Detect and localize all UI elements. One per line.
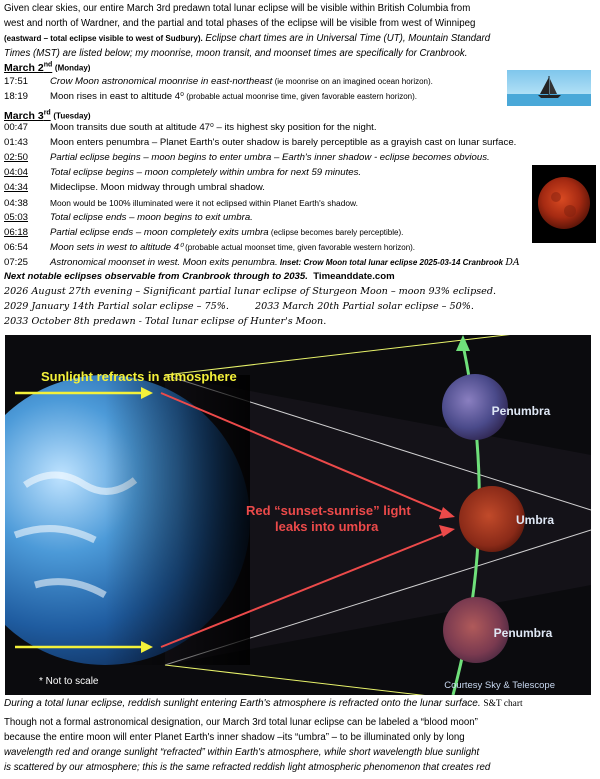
event-text: Moon rises in east to altitude 4⁰ bbox=[50, 91, 184, 102]
march3-label-sup: rd bbox=[43, 109, 51, 116]
eclipse-2033-solar: 2033 March 20th Partial solar eclipse – 50%. bbox=[255, 301, 474, 312]
diagram-caption bbox=[4, 697, 596, 711]
time: 17:51 bbox=[4, 76, 29, 87]
event-text: Moon would be 100% illuminated were it not eclipsed within Planet Earth's shadow. bbox=[50, 198, 358, 208]
para-line-1: Though not a formal astronomical designation, our March 3rd total lunar eclipse can be labeled a “blood moon” bbox=[4, 717, 478, 728]
next-eclipse-item: 2026 August 27th evening – Significant partial lunar eclipse of Sturgeon Moon – moon 93% eclipsed. bbox=[4, 286, 497, 297]
event-note: (ie moonrise on an imagined ocean horizon). bbox=[272, 77, 433, 86]
time: 01:43 bbox=[4, 137, 29, 148]
label-penumbra-top: Penumbra bbox=[491, 404, 551, 418]
march3-row bbox=[4, 166, 361, 180]
event-text: Total eclipse begins – moon completely within umbra for next 59 minutes. bbox=[50, 167, 362, 178]
next-eclipse-item bbox=[4, 300, 474, 314]
time: 18:19 bbox=[4, 91, 29, 102]
event-text: Moon enters penumbra – Planet Earth's outer shadow is barely perceptible as a grayish cast on lunar surface. bbox=[50, 137, 517, 148]
time: 04:04 bbox=[4, 167, 29, 178]
march3-row bbox=[4, 196, 358, 211]
event-note: (probable actual moonset time, given favorable western horizon). bbox=[182, 243, 416, 252]
label-penumbra-bottom: Penumbra bbox=[493, 626, 553, 640]
march3-label-text: March 3 bbox=[4, 109, 44, 122]
next-source: Timeanddate.com bbox=[313, 271, 395, 282]
event-note: Inset: Crow Moon total lunar eclipse 2025-03-14 Cranbrook bbox=[277, 258, 506, 267]
event-note: (eclipse becomes barely perceptible). bbox=[268, 228, 404, 237]
intro-line-2: west and north of Wardner, and the partial and total phases of the eclipse will be visible from west of Winnipeg bbox=[4, 18, 476, 29]
march2-header bbox=[4, 58, 90, 76]
march3-row bbox=[4, 241, 415, 255]
march3-day: (Tuesday) bbox=[53, 111, 91, 121]
time: 04:34 bbox=[4, 182, 29, 193]
march2-day: (Monday) bbox=[54, 63, 91, 73]
time: 05:03 bbox=[4, 212, 29, 223]
next-eclipse-item: 2033 October 8th predawn - Total lunar eclipse of Hunter's Moon. bbox=[4, 316, 327, 327]
event-text: Partial eclipse ends – moon completely exits umbra bbox=[50, 227, 269, 238]
intro-line-3-text: Eclipse chart times are in Universal Time (UT), Mountain Standard bbox=[202, 33, 491, 44]
label-credit: Courtesy Sky & Telescope bbox=[444, 680, 555, 691]
eclipse-2029: 2029 January 14th Partial solar eclipse – 75%. bbox=[4, 301, 229, 312]
event-text: Total eclipse ends – moon begins to exit umbra. bbox=[50, 212, 253, 223]
march3-row bbox=[4, 181, 265, 195]
march3-row bbox=[4, 211, 253, 225]
march2-row bbox=[4, 75, 433, 89]
blood-moon-paragraph bbox=[4, 715, 596, 775]
earth-night-side bbox=[105, 375, 250, 665]
event-text: Moon sets in west to altitude 4⁰ bbox=[50, 242, 183, 253]
intro-line-4: Times (MST) are listed below; my moonrise, moon transit, and moonset times are specifically for Cranbrook. bbox=[4, 48, 468, 59]
eclipse-diagram bbox=[5, 335, 591, 695]
next-heading-text: Next notable eclipses observable from Cranbrook through to 2035. bbox=[4, 271, 308, 282]
march3-row bbox=[4, 256, 520, 270]
time: 07:25 bbox=[4, 257, 29, 268]
intro-paragraph bbox=[4, 1, 596, 61]
time: 04:38 bbox=[4, 198, 29, 209]
label-red-line2: leaks into umbra bbox=[275, 519, 379, 534]
caption-credit: S&T chart bbox=[483, 699, 523, 709]
para-line-3: wavelength red and orange sunlight “refracted” within Earth's atmosphere, while short wavelength blue sunlight bbox=[4, 747, 480, 758]
label-umbra: Umbra bbox=[515, 513, 555, 527]
march3-row bbox=[4, 136, 516, 150]
march2-label-text: March 2 bbox=[4, 61, 44, 74]
time: 00:47 bbox=[4, 122, 29, 133]
intro-line-3 bbox=[4, 31, 596, 46]
event-text: Moon transits due south at altitude 47⁰ – its highest sky position for the night. bbox=[50, 122, 377, 133]
event-text: Partial eclipse begins – moon begins to enter umbra – Earth's inner shadow - eclipse becomes obvious. bbox=[50, 152, 490, 163]
next-eclipses-heading bbox=[4, 270, 395, 284]
march3-row bbox=[4, 151, 490, 165]
para-line-2: because the entire moon will enter Planet Earth's inner shadow –its “umbra” – to be illuminated only by long bbox=[4, 732, 465, 743]
march2-label-sup: nd bbox=[43, 61, 53, 68]
event-text: Crow Moon astronomical moonrise in east-northeast bbox=[50, 76, 273, 87]
march3-row bbox=[4, 121, 377, 135]
intro-line-1: Given clear skies, our entire March 3rd predawn total lunar eclipse will be visible within British Columbia from bbox=[4, 3, 471, 14]
event-text: Astronomical moonset in west. Moon exits penumbra. bbox=[50, 257, 278, 268]
march3-row bbox=[4, 226, 403, 240]
time: 06:18 bbox=[4, 227, 29, 238]
para-line-4: is scattered by our atmosphere; this is the same refracted reddish light atmospheric phenomenon that creates red bbox=[4, 762, 491, 773]
label-sunlight: Sunlight refracts in atmosphere bbox=[41, 369, 237, 384]
sailboat-inset-image bbox=[507, 70, 591, 106]
event-note: (probable actual moonrise time, given favorable eastern horizon). bbox=[183, 92, 417, 101]
time: 02:50 bbox=[4, 152, 29, 163]
event-text: Mideclipse. Moon midway through umbral shadow. bbox=[50, 182, 265, 193]
march2-label bbox=[4, 62, 52, 74]
intro-line-3-note: (eastward – total eclipse visible to west of Sudbury). bbox=[4, 34, 203, 43]
march3-label bbox=[4, 110, 51, 122]
march2-row bbox=[4, 90, 417, 104]
author-signature: DA bbox=[505, 257, 520, 268]
label-not-to-scale: * Not to scale bbox=[39, 676, 99, 687]
eclipsed-moon-photo bbox=[532, 165, 596, 243]
label-red-line1: Red “sunset-sunrise” light bbox=[246, 503, 411, 518]
caption-text: During a total lunar eclipse, reddish sunlight entering Earth's atmosphere is refracted onto the lunar surface. bbox=[4, 698, 481, 709]
time: 06:54 bbox=[4, 242, 29, 253]
